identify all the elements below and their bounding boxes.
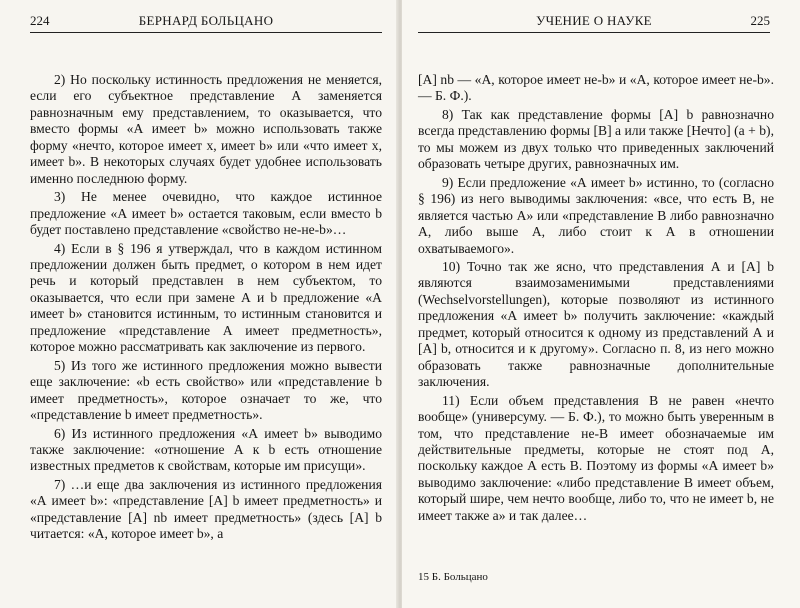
paragraph: 8) Так как представление формы [A] b равнозначно всегда представлению формы [B] a или также [Нечто] (a + b), то мы можем из двух только что приведенных заключений образовать четыре других, равнозначных им.	[418, 106, 774, 172]
paragraph: 6) Из истинного предложения «А имеет b» выводимо также заключение: «отношение А к b есть отношение известных предметов к свойствам, которые им присущи».	[30, 425, 382, 474]
running-title: УЧЕНИЕ О НАУКЕ	[536, 13, 652, 28]
paragraph: 10) Точно так же ясно, что представления А и [A] b являются взаимозаменимыми представлениями (Wechselvorstellungen), которые позволяют из истинного предложения «А имеет b» получить заключение: «каждый предмет, который относится к одному из представлений А и [A] b, относится и к другому». Согласно п. 8, из него можно образовать также равнозначные дополнительные заключения.	[418, 258, 774, 390]
right-page-body	[418, 72, 774, 524]
paragraph: 9) Если предложение «А имеет b» истинно, то (согласно § 196) из него выводимы заключения: «все, что есть В, не является частью А» или «представление В либо равнозначно А, либо выше А, либо стоит к А в отношении охватываемого».	[418, 174, 774, 256]
left-page-body	[30, 72, 382, 543]
running-title: БЕРНАРД БОЛЬЦАНО	[138, 13, 274, 28]
right-page-header	[418, 10, 770, 33]
page-number: 225	[750, 13, 770, 28]
paragraph: 11) Если объем представления В не равен «нечто вообще» (универсуму. — Б. Ф.), то можно быть уверенным в том, что представление не-В имеет обозначаемые им действительные предметы, которые не стоят под А, поскольку каждое А есть В. Поэтому из формы «А имеет b» выводимо заключение: «либо представление В имеет объем, который шире, чем нечто вообще, либо то, что не имеет b, не имеет также а» и так далее…	[418, 392, 774, 523]
left-page	[0, 0, 398, 608]
left-page-header	[30, 10, 382, 33]
paragraph: 3) Не менее очевидно, что каждое истинное предложение «А имеет b» остается таковым, если вместо b будет поставлено представление «свойство не-не-b»…	[30, 189, 382, 238]
signature-footer: 15 Б. Больцано	[418, 571, 488, 583]
paragraph: 4) Если в § 196 я утверждал, что в каждом истинном предложении должен быть предмет, о котором в нем идет речь и который представлен в нем субъектом, то оказывается, что если при замене А и b предложение «А имеет b» становится истинным, то истинным становится и предложение «представление А имеет предметность», которое можно рассматривать как заключение из первого.	[30, 240, 382, 355]
paragraph: 7) …и еще два заключения из истинного предложения «А имеет b»: «представление [A] b имеет предметность» и «представление [A] nb имеет предметность» (здесь [A] b читается: «А, которое имеет b», а	[30, 476, 382, 542]
paragraph-continued: [A] nb — «А, которое имеет не-b» и «А, которое имеет не-b». — Б. Ф.).	[418, 72, 774, 104]
right-page	[402, 0, 800, 608]
page-number: 224	[30, 13, 50, 28]
paragraph: 5) Из того же истинного предложения можно вывести еще заключение: «b есть свойство» или «представление b имеет предметность», которое означает то же, что «представление b имеет предметность».	[30, 357, 382, 423]
paragraph: 2) Но поскольку истинность предложения не меняется, если его субъектное представление А заменяется равнозначным ему представлением, то оказывается, что вместо формы «А имеет b» можно использовать также форму «нечто, которое имеет x, имеет b» или «что имеет x, имеет b». В некоторых случаях будет удобнее использовать именно последнюю форму.	[30, 72, 382, 186]
